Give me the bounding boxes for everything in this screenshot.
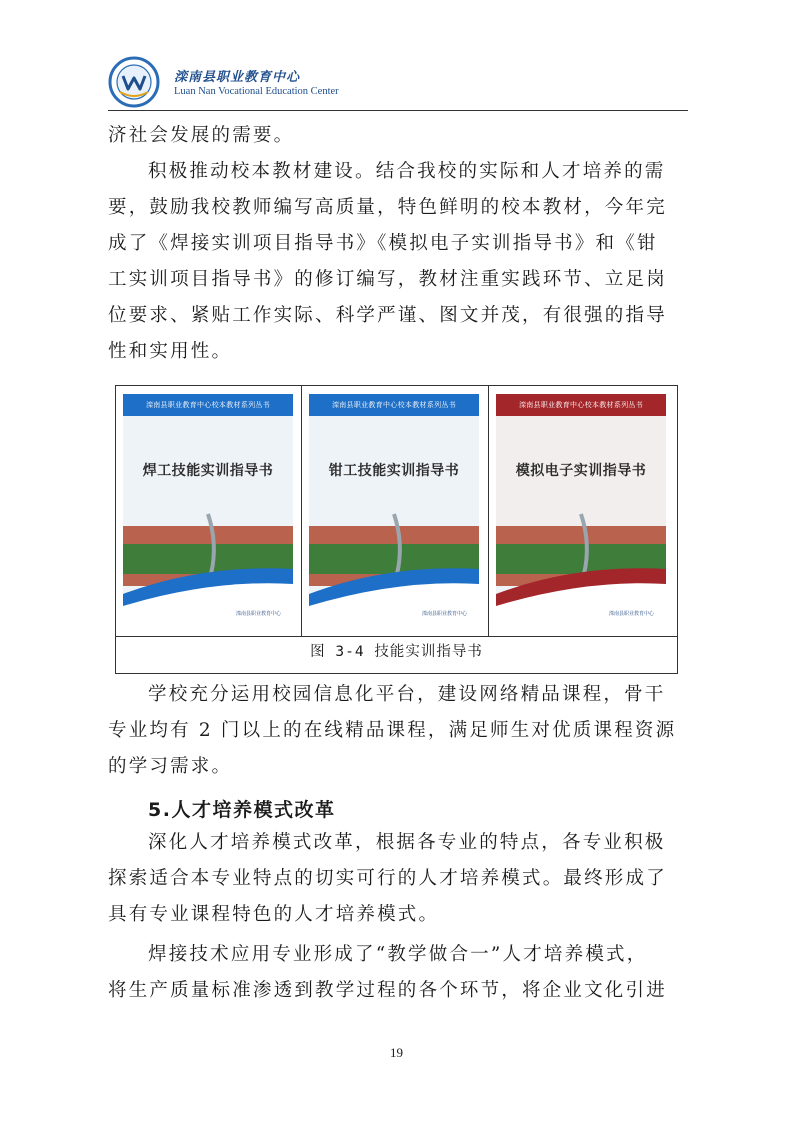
book-cover-analog-electronics xyxy=(496,394,666,627)
text-line: 学校充分运用校园信息化平台，建设网络精品课程，骨干 xyxy=(148,684,666,705)
text-line: 深化人才培养模式改革，根据各专业的特点，各专业积极 xyxy=(148,832,666,853)
text-line: 积极推动校本教材建设。结合我校的实际和人才培养的需 xyxy=(148,161,666,182)
paragraph-welding-model xyxy=(108,937,686,1009)
book-publisher: 滦南县职业教育中心 xyxy=(421,611,467,617)
book-cover-art xyxy=(123,394,293,627)
paragraph-online-courses xyxy=(108,677,686,785)
book-title: 钳工技能实训指导书 xyxy=(328,463,460,479)
book-series: 滦南县职业教育中心校本教材系列丛书 xyxy=(518,401,644,409)
text-line: 成了《焊接实训项目指导书》《模拟电子实训指导书》和《钳 xyxy=(108,233,658,254)
org-name-cn: 滦南县职业教育中心 xyxy=(174,70,301,85)
text-line: 将生产质量标准渗透到教学过程的各个环节，将企业文化引进 xyxy=(108,980,667,1001)
paragraph-textbook xyxy=(108,154,686,370)
book-cover-art xyxy=(309,394,479,627)
figure-cell xyxy=(489,386,677,636)
text-line: 焊接技术应用专业形成了“教学做合一”人才培养模式， xyxy=(148,944,648,965)
book-publisher: 滦南县职业教育中心 xyxy=(608,611,654,617)
section-heading: 5.人才培养模式改革 xyxy=(148,799,336,821)
figure-cell xyxy=(302,386,489,636)
text-line: 位要求、紧贴工作实际、科学严谨、图文并茂，有很强的指导 xyxy=(108,305,667,326)
school-emblem-icon xyxy=(108,56,160,108)
book-title: 模拟电子实训指导书 xyxy=(515,463,647,479)
text-line: 济社会发展的需要。 xyxy=(108,125,295,146)
figure-caption: 图 3-4 技能实训指导书 xyxy=(310,644,483,660)
book-series: 滦南县职业教育中心校本教材系列丛书 xyxy=(145,401,271,409)
book-publisher: 滦南县职业教育中心 xyxy=(235,611,281,617)
paragraph-continuation xyxy=(108,118,686,154)
page-header xyxy=(108,56,688,112)
page-number: 19 xyxy=(390,1045,403,1060)
book-title: 焊工技能实训指导书 xyxy=(142,463,274,479)
text-line: 要，鼓励我校教师编写高质量，特色鲜明的校本教材，今年完 xyxy=(108,197,667,218)
figure-image-row xyxy=(116,386,677,637)
text-line: 具有专业课程特色的人才培养模式。 xyxy=(108,904,440,925)
book-series: 滦南县职业教育中心校本教材系列丛书 xyxy=(331,401,457,409)
book-cover-welding xyxy=(123,394,293,627)
text-line: 的学习需求。 xyxy=(108,756,233,777)
figure-training-guides xyxy=(115,385,678,674)
org-name-en: Luan Nan Vocational Education Center xyxy=(174,86,339,97)
text-line: 探索适合本专业特点的切实可行的人才培养模式。最终形成了 xyxy=(108,868,667,889)
header-divider xyxy=(108,110,688,111)
book-cover-art xyxy=(496,394,666,627)
text-line: 性和实用性。 xyxy=(108,341,233,362)
book-cover-fitter xyxy=(309,394,479,627)
text-line: 工实训项目指导书》的修订编写，教材注重实践环节、立足岗 xyxy=(108,269,667,290)
text-line: 专业均有 2 门以上的在线精品课程，满足师生对优质课程资源 xyxy=(108,720,677,741)
paragraph-training-reform xyxy=(108,825,686,933)
figure-cell xyxy=(116,386,302,636)
